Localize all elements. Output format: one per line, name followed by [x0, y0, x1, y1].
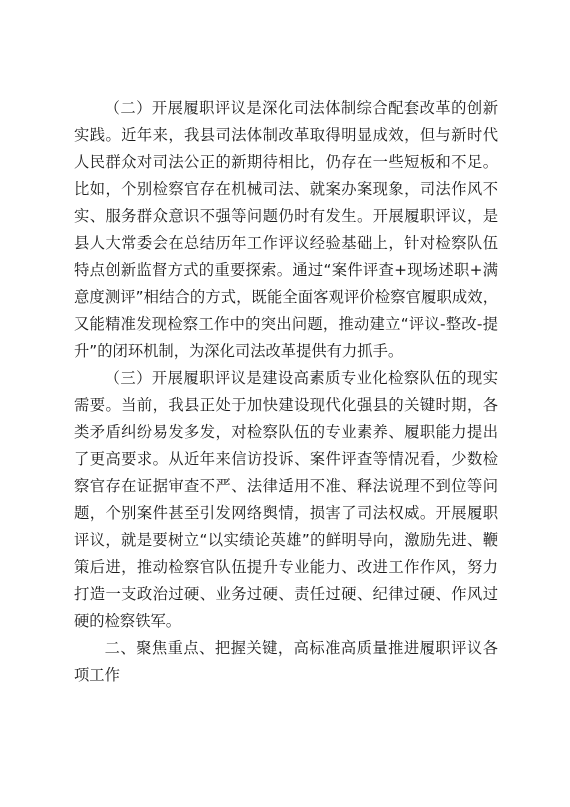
paragraph-section-two: （二）开展履职评议是深化司法体制综合配套改革的创新实践。近年来，我县司法体制改革取得明显成效，但与新时代人民群众对司法公正的新期待相比，仍存在一些短板和不足。比如，个别检察官存在机械司法、就案办案现象，司法作风不实、服务群众意识不强等问题仍时有发生。开展履职评议，是县人大常委会在总结历年工作评议经验基础上，针对检察队伍特点创新监督方式的重要探索。通过“案件评查+现场述职+满意度测评”相结合的方式，既能全面客观评价检察官履职成效，又能精准发现检察工作中的突出问题，推动建立“评议-整改-提升”的闭环机制，为深化司法改革提供有力抓手。: [74, 99, 498, 360]
section-heading-two: 二、聚焦重点、把握关键，高标准高质量推进履职评议各项工作: [74, 639, 498, 684]
document-body: [74, 95, 498, 689]
paragraph-section-three: （三）开展履职评议是建设高素质专业化检察队伍的现实需要。当前，我县正处于加快建设现代化强县的关键时期，各类矛盾纠纷易发多发，对检察队伍的专业素养、履职能力提出了更高要求。从近年来信访投诉、案件评查等情况看，少数检察官存在证据审查不严、法律适用不准、释法说理不到位等问题，个别案件甚至引发网络舆情，损害了司法权威。开展履职评议，就是要树立“以实绩论英雄”的鲜明导向，激励先进、鞭策后进，推动检察官队伍提升专业能力、改进工作作风，努力打造一支政治过硬、业务过硬、责任过硬、纪律过硬、作风过硬的检察铁军。: [74, 369, 498, 630]
